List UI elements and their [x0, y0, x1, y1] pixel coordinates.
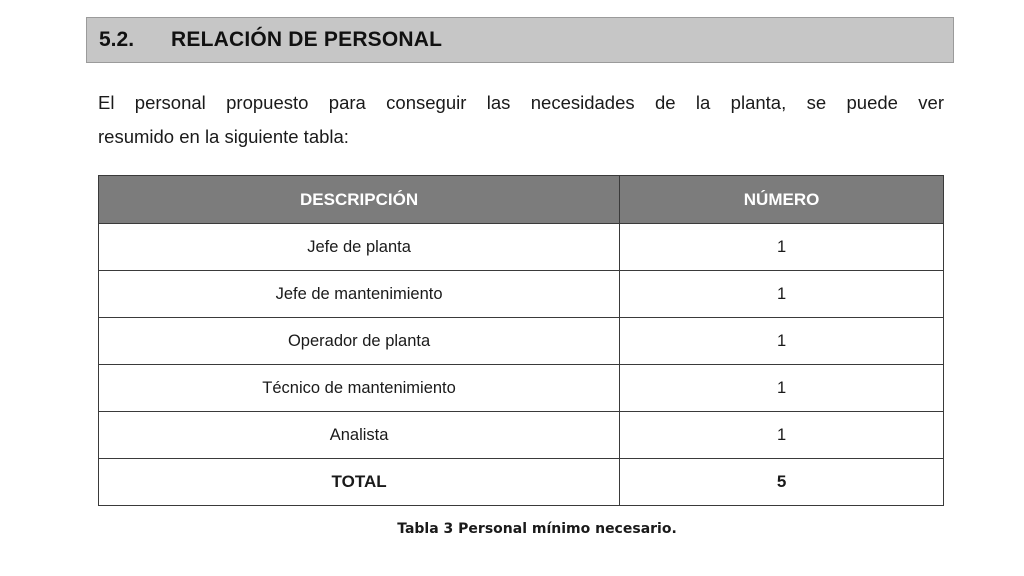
table-row: [99, 271, 944, 318]
row-number: 1: [620, 365, 944, 412]
row-number: 1: [620, 412, 944, 459]
row-description: Técnico de mantenimiento: [99, 365, 620, 412]
section-header: [86, 17, 954, 63]
row-description: Analista: [99, 412, 620, 459]
row-description: Jefe de planta: [99, 224, 620, 271]
table-row: [99, 365, 944, 412]
row-number: 1: [620, 318, 944, 365]
row-description: Operador de planta: [99, 318, 620, 365]
section-number: 5.2.: [99, 28, 135, 51]
staff-table: [98, 175, 944, 506]
table-row: [99, 318, 944, 365]
row-number: 1: [620, 224, 944, 271]
intro-paragraph: [98, 86, 944, 154]
intro-line-2: resumido en la siguiente tabla:: [98, 126, 349, 147]
table-caption: Tabla 3 Personal mínimo necesario.: [397, 521, 677, 537]
total-number: 5: [620, 459, 944, 506]
section-title: RELACIÓN DE PERSONAL: [171, 28, 443, 51]
row-number: 1: [620, 271, 944, 318]
header-number: NÚMERO: [620, 176, 944, 224]
table-row: [99, 412, 944, 459]
total-row: [99, 459, 944, 506]
total-label: TOTAL: [99, 459, 620, 506]
table-header-row: [99, 176, 944, 224]
header-description: DESCRIPCIÓN: [99, 176, 620, 224]
row-description: Jefe de mantenimiento: [99, 271, 620, 318]
table-row: [99, 224, 944, 271]
intro-line-1: El personal propuesto para conseguir las necesidades de la planta, se puede ver: [98, 92, 944, 113]
